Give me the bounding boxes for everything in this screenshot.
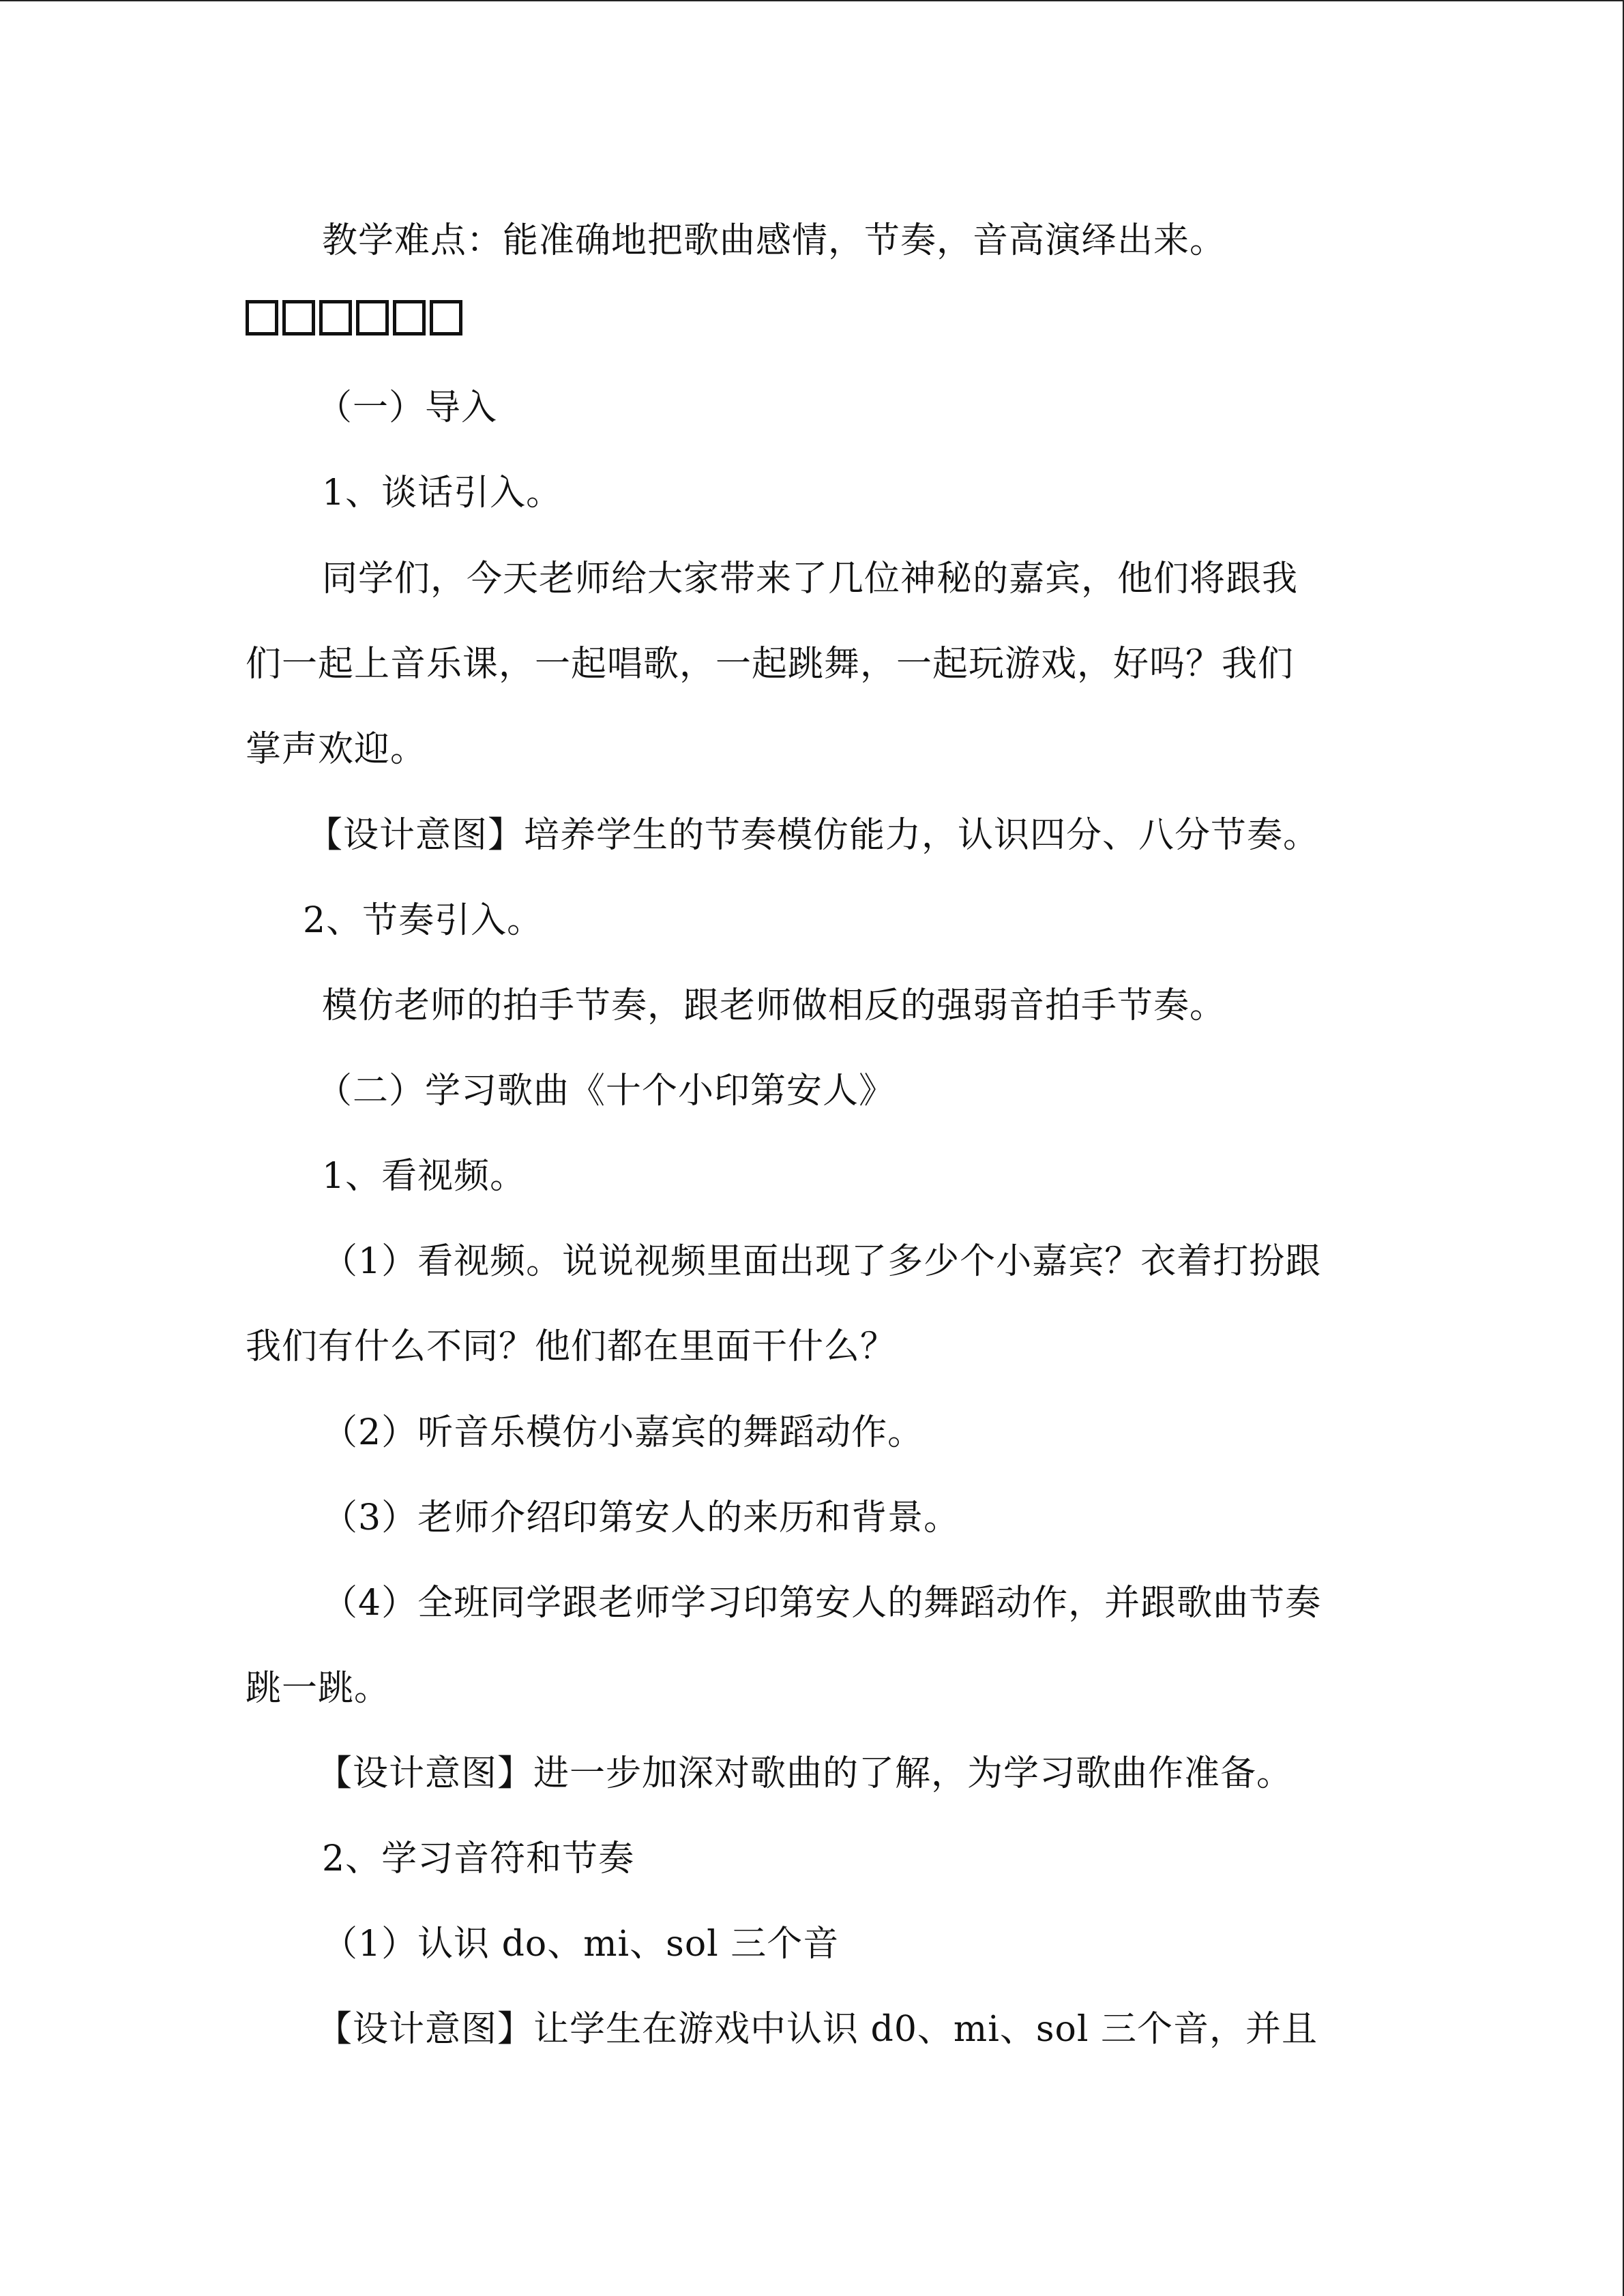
paragraph: 我们有什么不同？他们都在里面干什么？ (246, 1326, 897, 1367)
design-intent: 【设计意图】让学生在游戏中认识 d0、mi、sol 三个音，并且 (316, 2009, 1318, 2050)
paragraph: 1、看视频。 (322, 1156, 527, 1197)
paragraph: 跳一跳。 (246, 1668, 391, 1709)
paragraph: 模仿老师的拍手节奏，跟老师做相反的强弱音拍手节奏。 (322, 985, 1226, 1026)
missing-glyph-heading (246, 300, 462, 336)
missing-glyph-box (430, 300, 462, 336)
section-heading: （一）导入 (316, 387, 498, 428)
paragraph: 同学们，今天老师给大家带来了几位神秘的嘉宾，他们将跟我 (322, 558, 1299, 599)
paragraph: （1）看视频。说说视频里面出现了多少个小嘉宾？衣着打扮跟 (322, 1241, 1322, 1282)
paragraph: 2、节奏引入。 (303, 900, 544, 941)
missing-glyph-box (282, 300, 315, 336)
paragraph: （3）老师介绍印第安人的来历和背景。 (322, 1497, 960, 1538)
paragraph: （1）认识 do、mi、sol 三个音 (322, 1924, 840, 1965)
missing-glyph-box (356, 300, 389, 336)
paragraph: （2）听音乐模仿小嘉宾的舞蹈动作。 (322, 1412, 924, 1453)
design-intent: 【设计意图】进一步加深对歌曲的了解，为学习歌曲作准备。 (316, 1753, 1293, 1794)
paragraph: 们一起上音乐课，一起唱歌，一起跳舞，一起玩游戏，好吗？我们 (246, 644, 1295, 685)
missing-glyph-box (319, 300, 352, 336)
paragraph: 1、谈话引入。 (322, 473, 563, 513)
design-intent: 【设计意图】培养学生的节奏模仿能力，认识四分、八分节奏。 (307, 815, 1320, 856)
paragraph: 教学难点：能准确地把歌曲感情，节奏，音高演绎出来。 (322, 220, 1226, 261)
section-heading: （二）学习歌曲《十个小印第安人》 (316, 1071, 896, 1112)
missing-glyph-box (246, 300, 278, 336)
paragraph: 2、学习音符和节奏 (322, 1838, 635, 1879)
missing-glyph-box (393, 300, 426, 336)
paragraph: 掌声欢迎。 (246, 729, 427, 770)
paragraph: （4）全班同学跟老师学习印第安人的舞蹈动作，并跟歌曲节奏 (322, 1583, 1322, 1624)
